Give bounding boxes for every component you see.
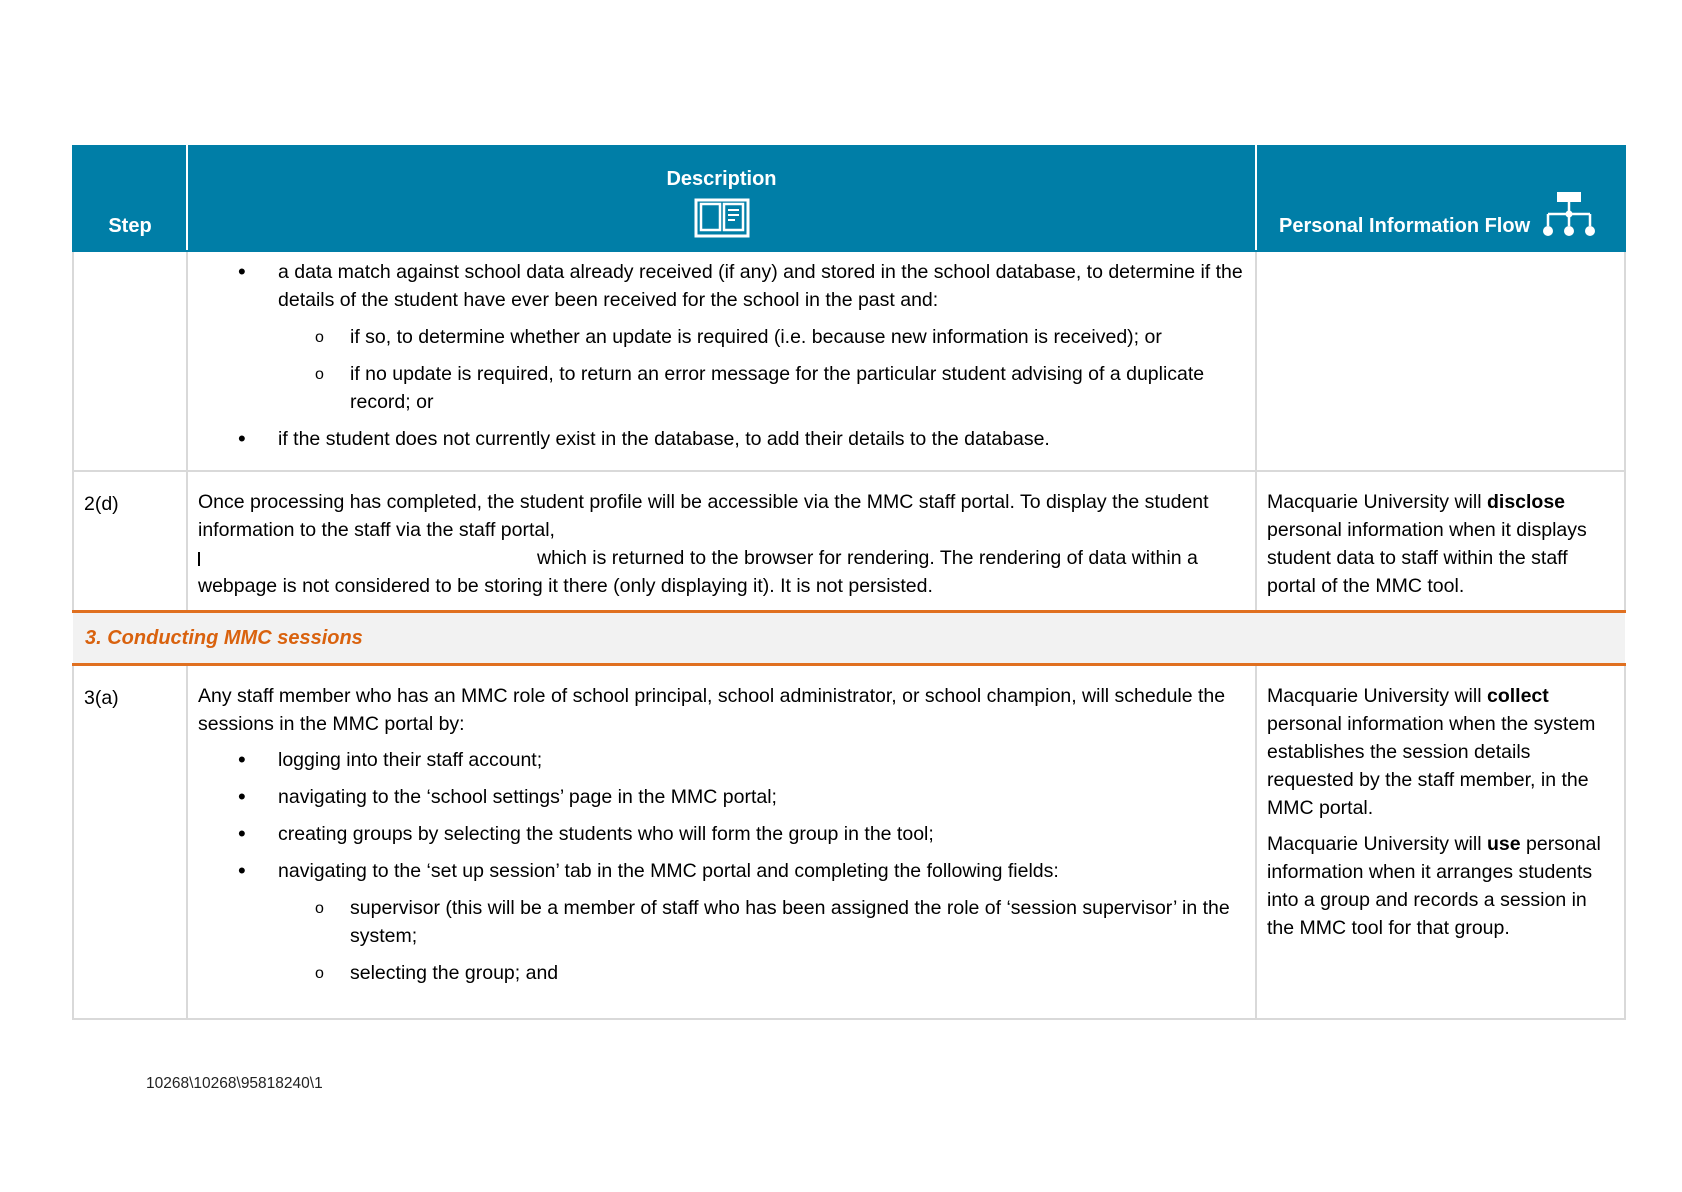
header-flow: Personal Information Flow <box>1256 146 1625 251</box>
flow-paragraph: Macquarie University will use personal information when it arranges students into a group and records a session in the MMC tool for that group. <box>1267 833 1601 939</box>
flow-cell: Macquarie University will disclose personal information when it displays student data to staff within the staff portal of the MMC tool. <box>1256 471 1625 612</box>
sub-bullet-item: o selecting the group; and <box>198 959 1245 987</box>
step-cell <box>73 251 187 471</box>
bullet-item: • a data match against school data already received (if any) and stored in the school database, to determine if the details of the student have ever been received for the school in the past and: <box>198 258 1245 314</box>
section-heading: 3. Conducting MMC sessions <box>73 612 1625 665</box>
document-reference: 10268\10268\95818240\1 <box>146 1075 323 1092</box>
header-step: Step <box>73 146 187 251</box>
header-row <box>73 146 1625 251</box>
description-cell <box>187 251 1256 471</box>
table-row <box>73 251 1625 471</box>
info-flow-table <box>72 145 1626 1020</box>
book-icon <box>694 197 750 239</box>
section-heading-row <box>73 612 1625 665</box>
header-description: Description <box>187 146 1256 251</box>
table-row <box>73 665 1625 1019</box>
org-chart-icon <box>1542 192 1596 238</box>
description-cell <box>187 665 1256 1019</box>
sub-bullet-item: o if so, to determine whether an update is required (i.e. because new information is received); or <box>198 323 1245 351</box>
description-cell <box>187 471 1256 612</box>
description-text: Once processing has completed, the student profile will be accessible via the MMC staff portal. To display the student information to the staff via the staff portal, <box>198 491 1209 541</box>
description-text: which is returned to the browser for rendering. The rendering of data within a webpage is not considered to be storing it there (only displaying it). It is not persisted. <box>198 547 1198 597</box>
bullet-item: • navigating to the ‘school settings’ page in the MMC portal; <box>198 783 1245 811</box>
flow-verb: use <box>1486 833 1521 855</box>
sub-bullet-item: o supervisor (this will be a member of staff who has been assigned the role of ‘session supervisor’ in the system; <box>198 894 1245 950</box>
flow-verb: collect <box>1486 685 1549 707</box>
redaction-mark <box>198 552 200 566</box>
flow-cell <box>1256 251 1625 471</box>
flow-verb: disclose <box>1486 491 1566 513</box>
step-cell: 2(d) <box>73 471 187 612</box>
flow-cell <box>1256 665 1625 1019</box>
flow-paragraph: Macquarie University will collect personal information when the system establishes the session details requested by the staff member, in the MMC portal. <box>1267 685 1596 819</box>
bullet-item: • if the student does not currently exist in the database, to add their details to the database. <box>198 425 1245 453</box>
sub-bullet-item: o if no update is required, to return an error message for the particular student advising of a duplicate record; or <box>198 360 1245 416</box>
table-row <box>73 471 1625 612</box>
step-cell: 3(a) <box>73 665 187 1019</box>
bullet-item: • logging into their staff account; <box>198 746 1245 774</box>
bullet-item: • navigating to the ‘set up session’ tab in the MMC portal and completing the following fields: <box>198 857 1245 885</box>
bullet-item: • creating groups by selecting the students who will form the group in the tool; <box>198 820 1245 848</box>
description-intro: Any staff member who has an MMC role of school principal, school administrator, or school champion, will schedule the sessions in the MMC portal by: <box>198 685 1226 735</box>
